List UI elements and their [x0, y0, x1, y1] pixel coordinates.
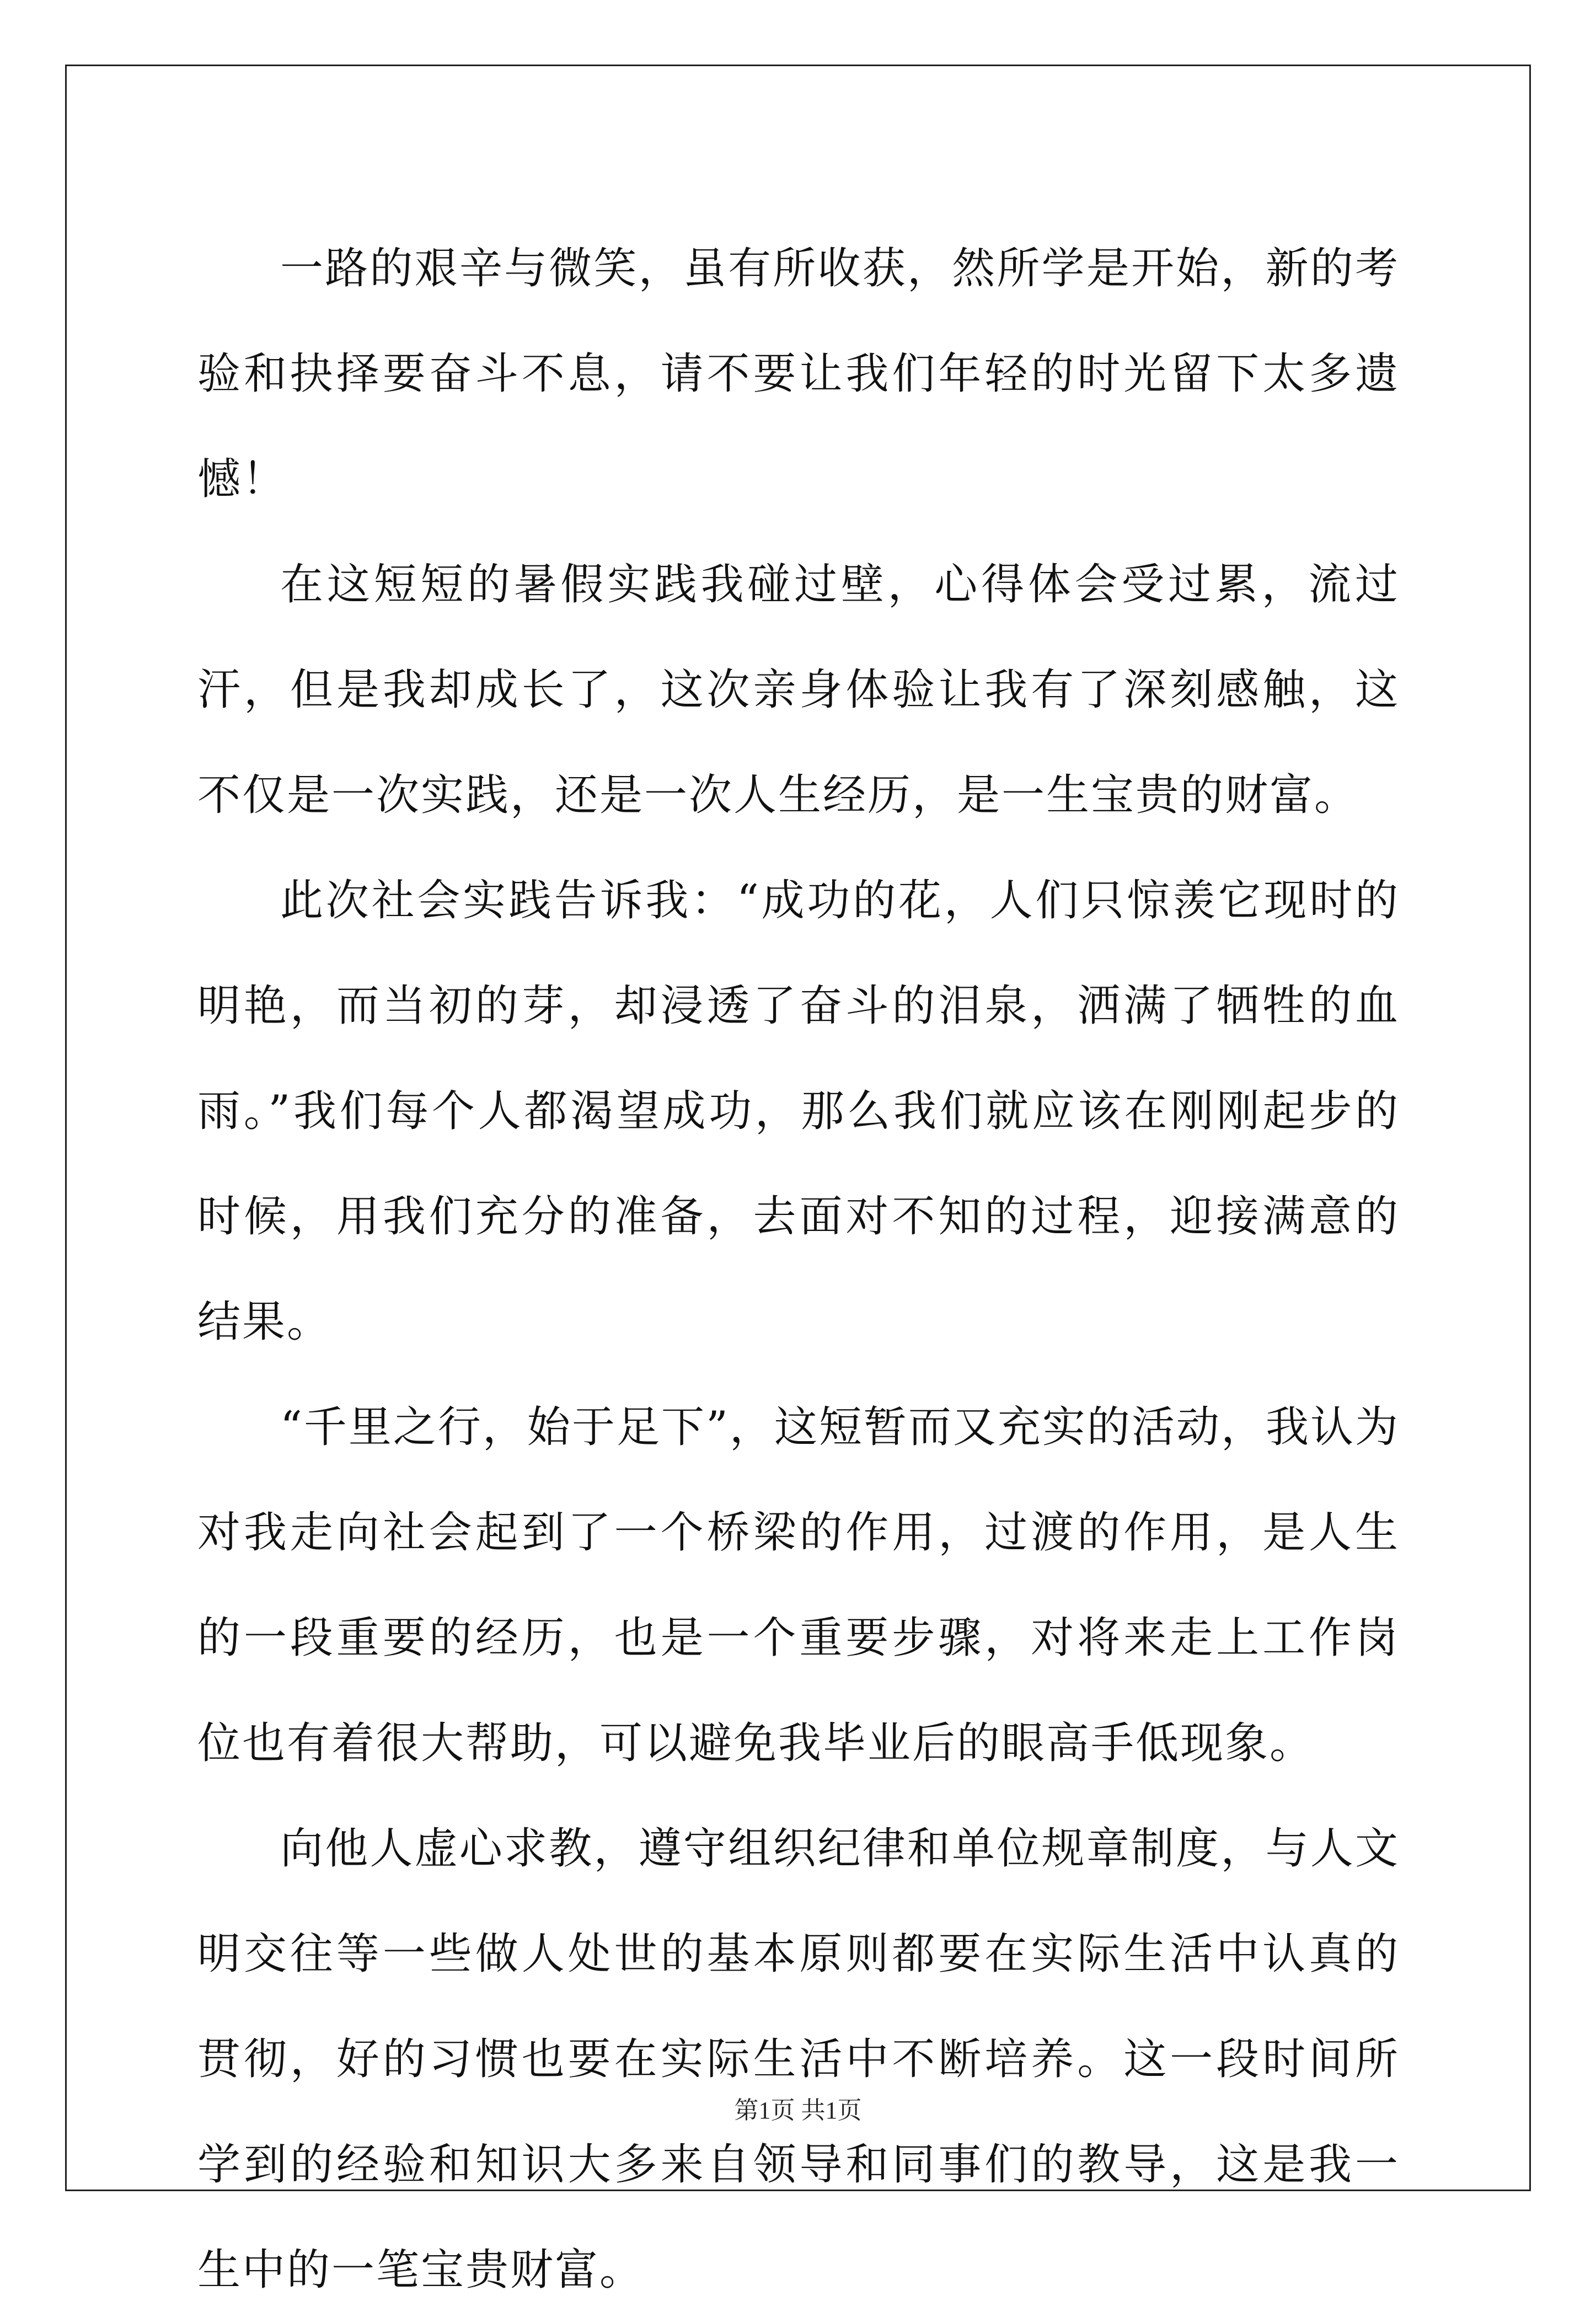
document-body: [197, 216, 1400, 2323]
paragraph-1: 一路的艰辛与微笑，虽有所收获，然所学是开始，新的考验和抉择要奋斗不息，请不要让我们年轻的时光留下太多遗憾！: [197, 244, 1400, 504]
paragraph-5: 向他人虚心求教，遵守组织纪律和单位规章制度，与人文明交往等一些做人处世的基本原则都要在实际生活中认真的贯彻，好的习惯也要在实际生活中不断培养。这一段时间所学到的经验和知识大多来自领导和同事们的教导，这是我一生中的一笔宝贵财富。: [197, 1824, 1400, 2295]
page-number-footer: 第1页 共1页: [734, 2097, 862, 2124]
paragraph-4: “千里之行，始于足下”，这短暂而又充实的活动，我认为对我走向社会起到了一个桥梁的作用，过渡的作用，是人生的一段重要的经历，也是一个重要步骤，对将来走上工作岗位也有着很大帮助，可以避免我毕业后的眼高手低现象。: [197, 1403, 1400, 1768]
paragraph-2: 在这短短的暑假实践我碰过壁，心得体会受过累，流过汗，但是我却成长了，这次亲身体验让我有了深刻感触，这不仅是一次实践，还是一次人生经历，是一生宝贵的财富。: [197, 560, 1400, 820]
paragraph-3: 此次社会实践告诉我：“成功的花，人们只惊羡它现时的明艳，而当初的芽，却浸透了奋斗的泪泉，洒满了牺牲的血雨。”我们每个人都渴望成功，那么我们就应该在刚刚起步的时候，用我们充分的准备，去面对不知的过程，迎接满意的结果。: [197, 876, 1400, 1347]
